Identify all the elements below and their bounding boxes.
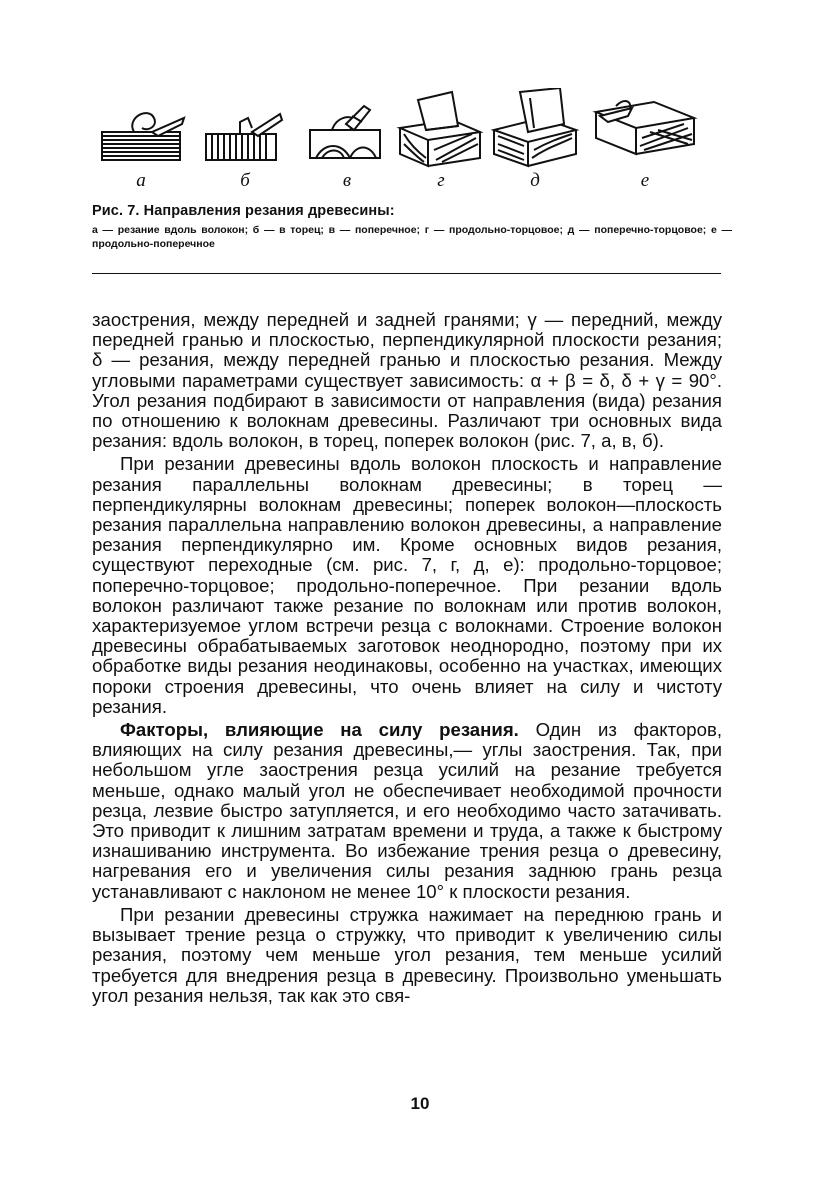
section-heading: Факторы, влияющие на силу резания.: [120, 719, 519, 741]
figure-a: [96, 88, 186, 198]
cross-end-cut-drawing: [490, 88, 580, 168]
main-text: [92, 310, 722, 1009]
figure-d: [490, 88, 580, 198]
page-number: 10: [410, 1094, 430, 1113]
figure-7-illustrations: [96, 88, 736, 198]
end-cut-drawing: [200, 88, 290, 168]
paragraph-text: Один из факторов, влияющих на силу резания древесины,— углы заострения. Так, при небольшом угле заострения резца усилий на резание требуется меньше, однако малый угол не обеспечивает необходимой прочности резца, лезвие быстро затупляется, и его необходимо часто затачивать. Это приводит к лишним затратам времени и труда, а также к быстрому изнашиванию инструмента. Во избежание трения резца о древесину, нагревания его и увеличения силы резания заднюю грань резца устанавливают с наклоном не менее 10° к плоскости резания.: [92, 719, 723, 902]
divider-line: [92, 273, 721, 274]
figure-caption: [92, 203, 732, 251]
figure-label: в: [342, 170, 352, 191]
paragraph: заострения, между передней и задней гранями; γ — передний, между передней гранью и плоскостью, перпендикулярной плоскости резания; δ — резания, между передней гранью и плоскостью резания. Между угловыми параметрами существует зависимость: α + β = δ, δ + γ = 90°. Угол резания подбирают в зависимости от направления (вида) резания по отношению к волокнам древесины. Различают три основных вида резания: вдоль волокон, в торец, поперек волокон (рис. 7, а, в, б).: [92, 309, 722, 452]
figure-legend: а — резание вдоль волокон; б — в торец; в — поперечное; г — продольно-торцовое; д — поперечно-торцовое; е — продольно-поперечное: [92, 224, 732, 250]
figure-label: г: [437, 170, 445, 191]
figure-v: [302, 88, 392, 198]
cross-cut-drawing: [302, 88, 392, 168]
figure-label: д: [530, 170, 540, 191]
figure-g: [396, 88, 486, 198]
paragraph-factors: [92, 720, 722, 902]
figure-label: б: [240, 170, 250, 191]
figure-b: [200, 88, 290, 198]
paragraph: При резании древесины стружка нажимает на переднюю грань и вызывает трение резца о стружку, что приводит к увеличению силы резания, поэтому чем меньше угол резания, тем меньше усилий требуется для внедрения резца в древесину. Произвольно уменьшать угол резания нельзя, так как это свя-: [92, 903, 722, 1006]
figure-e: [588, 88, 678, 198]
figure-title: Рис. 7. Направления резания древесины:: [92, 203, 395, 219]
figure-label: а: [136, 170, 146, 191]
longitudinal-cross-cut-drawing: [588, 88, 698, 168]
figure-label: е: [640, 170, 650, 191]
cut-along-fibers-drawing: [96, 88, 186, 168]
longitudinal-end-cut-drawing: [396, 88, 486, 168]
paragraph: При резании древесины вдоль волокон плоскость и направление резания параллельны волокнам древесины; в торец — перпендикулярны волокнам древесины; поперек волокон—плоскость резания параллельна направлению волокон древесины, а направление резания перпендикулярно им. Кроме основных видов резания, существуют переходные (см. рис. 7, г, д, е): продольно-торцовое; поперечно-торцовое; продольно-поперечное. При резании вдоль волокон различают также резание по волокнам или против волокон, характеризуемое углом встречи резца с волокнами. Строение волокон древесины обрабатываемых заготовок неоднородно, поэтому при их обработке виды резания неодинаковы, особенно на участках, имеющих пороки строения древесины, что очень влияет на силу и чистоту резания.: [92, 453, 722, 717]
